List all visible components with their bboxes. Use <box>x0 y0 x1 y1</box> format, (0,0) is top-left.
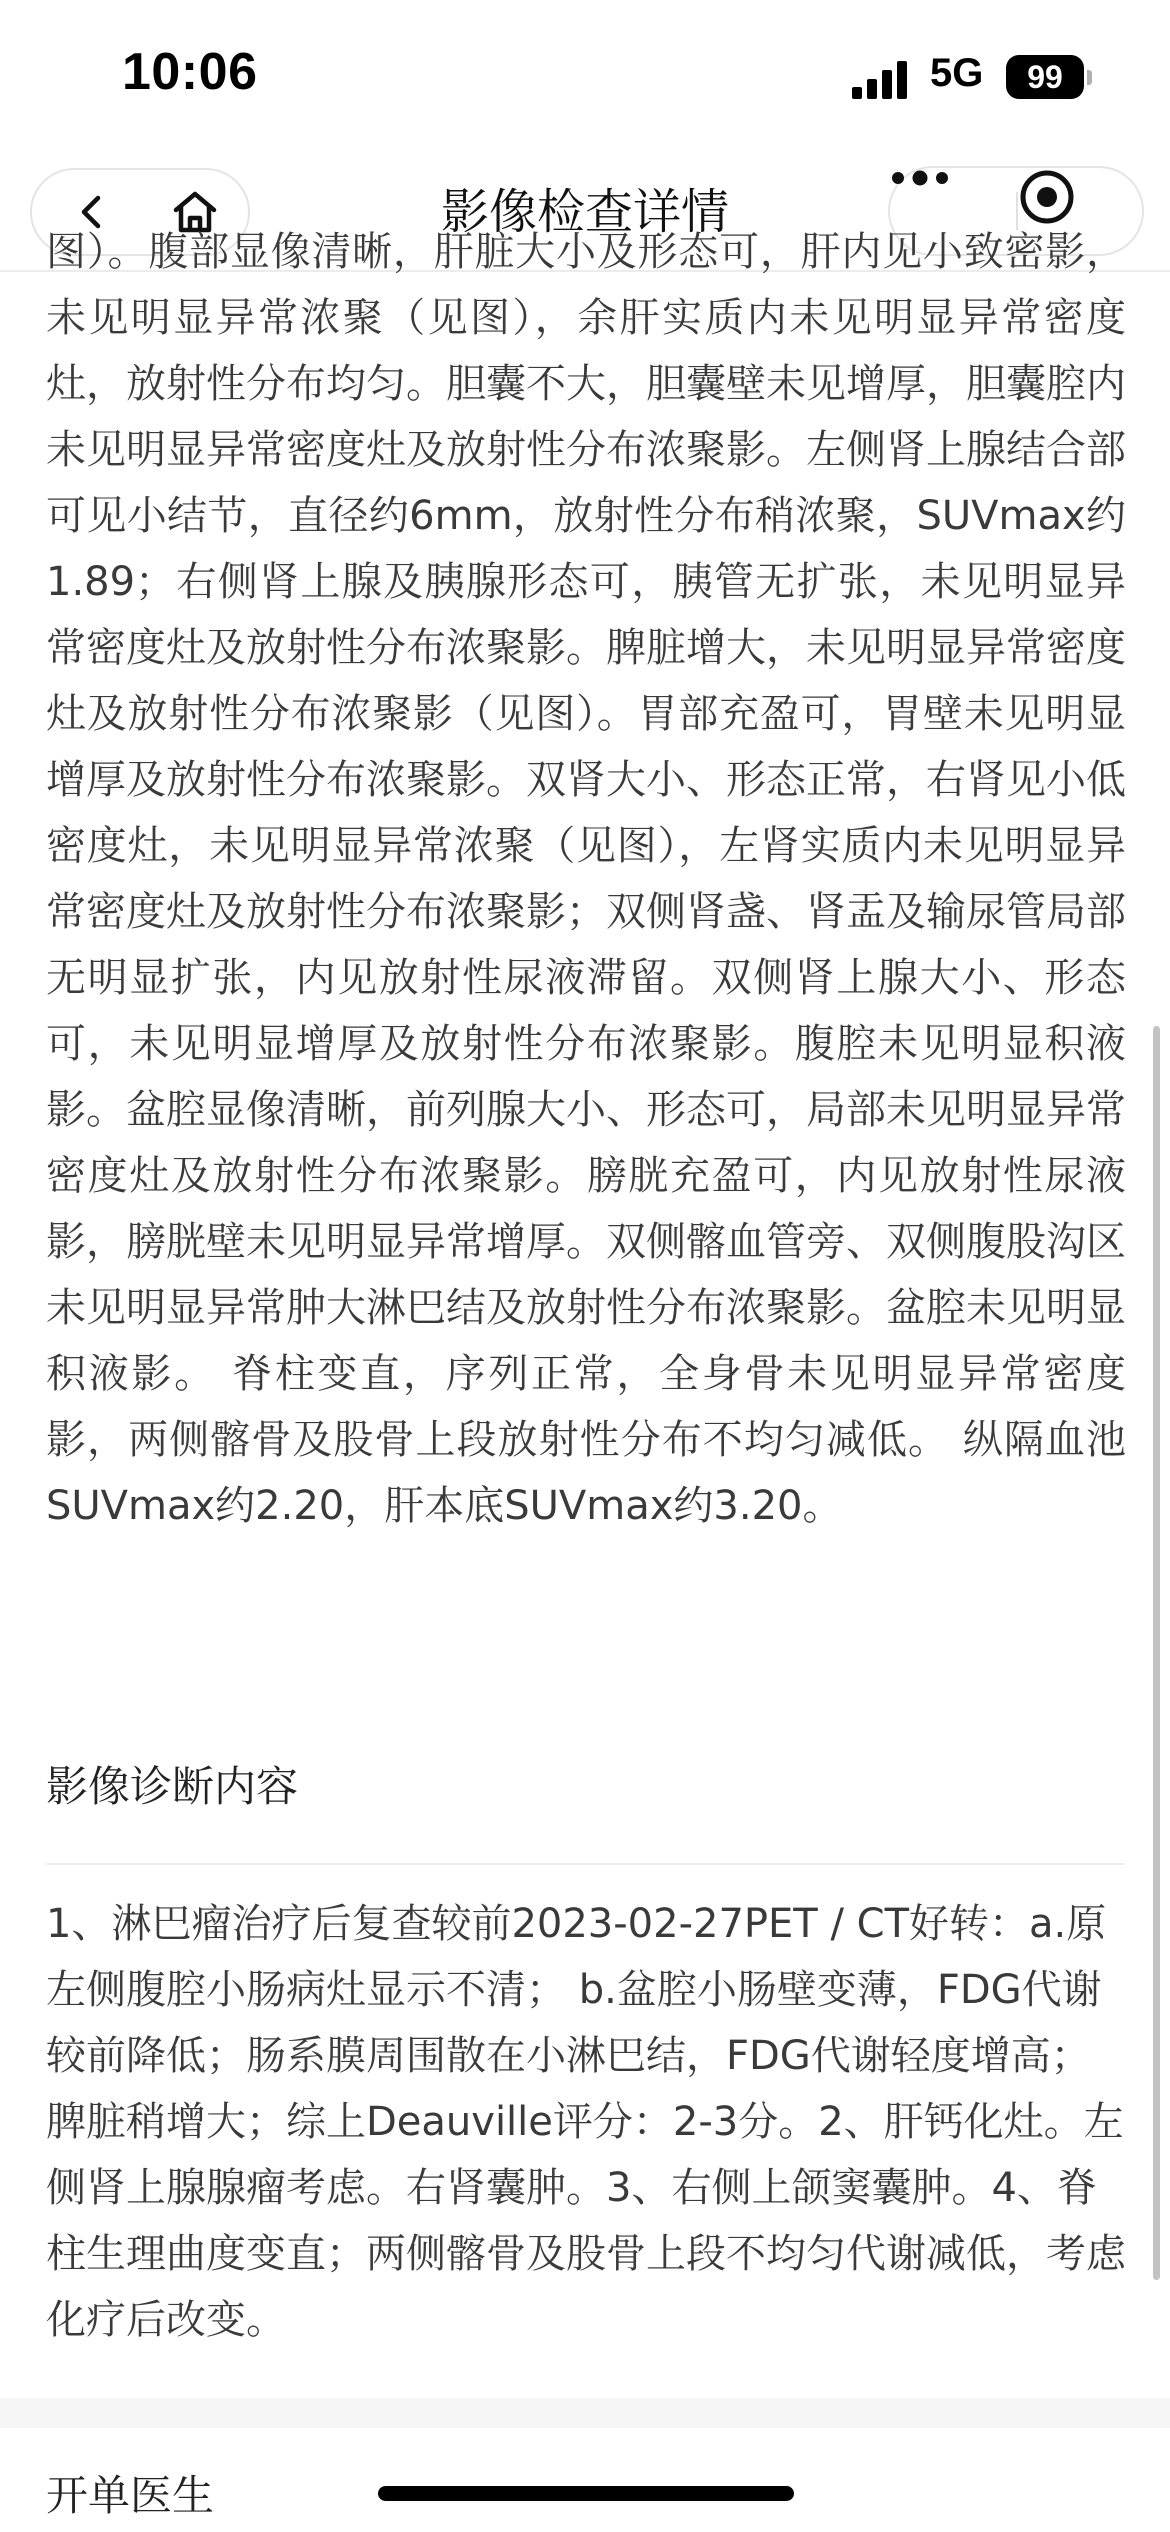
section-gap <box>0 2398 1170 2428</box>
ordering-doctor-label: 开单医生 <box>46 2471 215 2520</box>
more-dots-icon <box>890 168 950 188</box>
page-title: 影像检查详情 <box>440 184 729 240</box>
network-type-label: 5G <box>930 51 984 95</box>
scrollbar-thumb[interactable] <box>1153 1026 1160 2280</box>
cellular-signal-icon <box>852 59 908 99</box>
content-area[interactable] <box>0 229 1170 2532</box>
battery-level: 99 <box>1027 59 1063 95</box>
section-divider <box>46 1863 1124 1865</box>
battery-tip <box>1087 70 1092 85</box>
status-time: 10:06 <box>122 43 258 101</box>
target-circle-icon <box>1018 168 1076 226</box>
battery-icon <box>1006 55 1084 99</box>
home-indicator[interactable] <box>378 2486 794 2501</box>
status-bar <box>0 0 1170 150</box>
diagnosis-text: 1、淋巴瘤治疗后复查较前2023-02-27PET / CT好转：a.原左侧腹腔小肠病灶显示不清； b.盆腔小肠壁变薄，FDG代谢较前降低；肠系膜周围散在小淋巴结，FDG代谢轻度增高；脾脏稍增大；综上Deauville评分：2-3分。2、肝钙化灶。左侧肾上腺腺瘤考虑。右肾囊肿。3、右侧上颌窦囊肿。4、脊柱生理曲度变直；两侧髂骨及股骨上段不均匀代谢减低，考虑化疗后改变。 <box>46 1901 1126 2343</box>
diagnosis-heading: 影像诊断内容 <box>46 1762 299 1811</box>
findings-text: 图）。腹部显像清晰，肝脏大小及形态可，肝内见小致密影，未见明显异常浓聚（见图），余肝实质内未见明显异常密度灶，放射性分布均匀。胆囊不大，胆囊壁未见增厚，胆囊腔内未见明显异常密度灶及放射性分布浓聚影。左侧肾上腺结合部可见小结节，直径约6mm，放射性分布稍浓聚，SUVmax约1.89；右侧肾上腺及胰腺形态可，胰管无扩张，未见明显异常密度灶及放射性分布浓聚影。脾脏增大，未见明显异常密度灶及放射性分布浓聚影（见图）。胃部充盈可，胃壁未见明显增厚及放射性分布浓聚影。双肾大小、形态正常，右肾见小低密度灶，未见明显异常浓聚（见图），左肾实质内未见明显异常密度灶及放射性分布浓聚影；双侧肾盏、肾盂及输尿管局部无明显扩张，内见放射性尿液滞留。双侧肾上腺大小、形态可，未见明显增厚及放射性分布浓聚影。腹腔未见明显积液影。盆腔显像清晰，前列腺大小、形态可，局部未见明显异常密度灶及放射性分布浓聚影。膀胱充盈可，内见放射性尿液影，膀胱壁未见明显异常增厚。双侧髂血管旁、双侧腹股沟区未见明显异常肿大淋巴结及放射性分布浓聚影。盆腔未见明显积液影。 脊柱变直，序列正常，全身骨未见明显异常密度影，两侧髂骨及股骨上段放射性分布不均匀减低。 纵隔血池SUVmax约2.20，肝本底SUVmax约3.20。 <box>46 229 1126 1529</box>
